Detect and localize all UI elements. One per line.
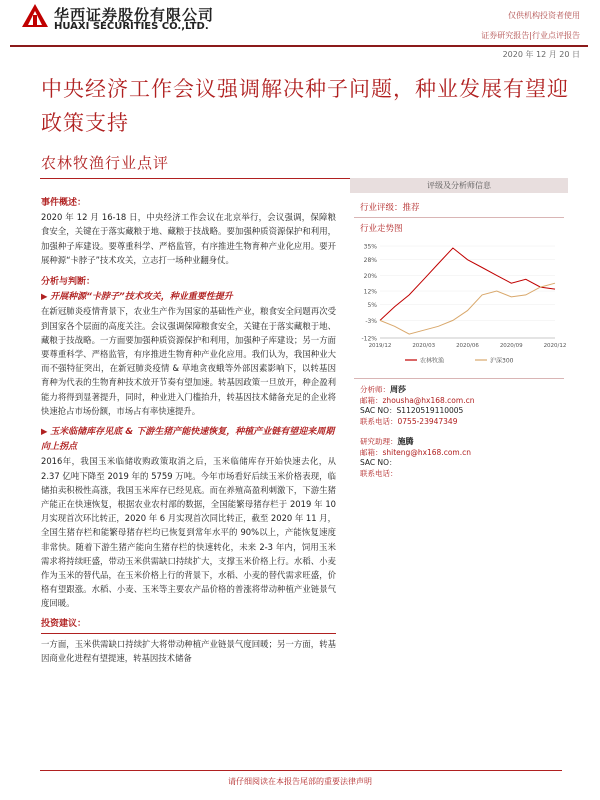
report-date: 2020 年 12 月 20 日 bbox=[502, 50, 580, 59]
analyst-1-phone: 联系电话：0755-23947349 bbox=[360, 416, 458, 426]
analyst-2 bbox=[350, 427, 568, 479]
analysis-heading: 分析与判断： bbox=[41, 277, 96, 288]
analyst-1-sac: SAC NO：S1120519110005 bbox=[360, 406, 464, 415]
y-tick-label: -12% bbox=[361, 335, 377, 343]
invest-paragraph: 一方面，玉米供需缺口持续扩大将带动种植产业链景气度回暖；另一方面，转基因商业化进程有望提速，转基因技术储备 bbox=[41, 638, 336, 664]
y-tick-label: 35% bbox=[363, 243, 377, 251]
x-tick-label: 2020/09 bbox=[499, 343, 523, 349]
legal-notice: 请仔细阅读在本报告尾部的重要法律声明 bbox=[228, 777, 372, 786]
bullet-1-text: 开展种源“卡脖子”技术攻关，种业重要性提升 bbox=[50, 292, 233, 303]
industry-trend-chart bbox=[350, 238, 568, 368]
rating-value: 推荐 bbox=[402, 203, 420, 213]
y-tick-label: 20% bbox=[363, 272, 377, 280]
legend-label-1: 农林牧渔 bbox=[420, 357, 445, 365]
analyst-2-phone: 联系电话： bbox=[360, 468, 398, 478]
sidebar bbox=[350, 178, 568, 479]
invest-divider bbox=[41, 633, 336, 634]
event-heading: 事件概述： bbox=[41, 198, 87, 208]
huaxi-logo-icon bbox=[20, 3, 50, 29]
report-subtitle: 农林牧渔行业点评 bbox=[41, 154, 170, 172]
bullet-1: ▶ 开展种源“卡脖子”技术攻关，种业重要性提升 bbox=[41, 291, 233, 303]
x-tick-label: 2020/06 bbox=[456, 343, 479, 349]
analyst-2-email[interactable]: 邮箱：shiteng@hx168.com.cn bbox=[360, 447, 471, 457]
rating-row bbox=[350, 193, 568, 217]
x-tick-label: 2020/12 bbox=[543, 343, 567, 349]
subtitle-divider bbox=[40, 178, 360, 179]
x-tick-label: 2020/03 bbox=[412, 343, 436, 349]
analyst-1-name: 周莎 bbox=[390, 385, 406, 394]
rating-label: 行业评级： bbox=[360, 203, 403, 213]
analyst-1 bbox=[350, 379, 568, 427]
brand-name-cn: 华西证券股份有限公司 bbox=[54, 6, 215, 24]
y-tick-label: 28% bbox=[363, 257, 377, 265]
report-type: 证券研究报告|行业点评报告 bbox=[481, 31, 580, 40]
footer-divider bbox=[40, 770, 562, 771]
brand-name-en: HUAXI SECURITIES CO.,LTD. bbox=[54, 21, 209, 32]
analysis-paragraph-2: 2016年，我国玉米临储收购政策取消之后，玉米临储库存开始快速去化，从 2.37 亿吨下降至 2019 年的 5759 万吨。今年市场看好后续玉米价格表现，临储拍卖积极性高涨，我国玉米库存已经见底。而在养殖高盈利刺激下，下游生猪产能正在快速恢复，根据农业农村部的数据，全国能繁母猪存栏于 2019 年 10 月实现首次环比转正，2020 年 6 月实现首次同比转正，截至 2020 年 11 月，全国生猪存栏和能繁母猪存栏均已恢复到常年水平的 90%以上，产能恢复速度非常快。随着下游生猪产能向生猪存栏的快速转化，未来 2-3 年内，饲用玉米需求将持续旺盛，带动玉米供需缺口持续扩大，支撑玉米价格上行。水稻、小麦作为玉米的替代品，在玉米价格上行的背景下，水稻、小麦的替代需求旺盛，价格有望跟涨。水稻、小麦、玉米等主要农产品价格的普涨将带动种植产业链景气度回暖。 bbox=[41, 456, 336, 609]
bullet-2-text: 玉米临储库存见底 & 下游生猪产能快速恢复，种植产业链有望迎来周期向上拐点 bbox=[41, 427, 335, 453]
analyst-1-email[interactable]: 邮箱：zhousha@hx168.com.cn bbox=[360, 395, 475, 405]
x-tick-label: 2019/12 bbox=[368, 343, 392, 349]
analyst-1-label: 分析师： bbox=[360, 385, 390, 394]
bullet-2: ▶ 玉米临储库存见底 & 下游生猪产能快速恢复，种植产业链有望迎来周期向上拐点 bbox=[41, 426, 335, 453]
invest-heading: 投资建议： bbox=[41, 618, 87, 629]
y-tick-label: 12% bbox=[363, 288, 377, 296]
analyst-2-name: 施腾 bbox=[397, 437, 414, 446]
header-divider bbox=[10, 45, 588, 47]
main-content bbox=[41, 190, 336, 665]
event-paragraph: 2020 年 12 月 16-18 日，中央经济工作会议在北京举行，会议强调，保障粮食安全，关键在于落实藏粮于地、藏粮于技战略。要加强种质资源保护和利用，加强种子库建设。要尊重科学、严格监管，有序推进生物育种产业化应用。要开展种源“卡脖子”技术攻关，立志打一场种业翻身仗。 bbox=[41, 212, 336, 265]
trend-label: 行业走势图 bbox=[360, 224, 403, 234]
analyst-2-sac: SAC NO： bbox=[360, 458, 397, 467]
y-tick-label: -3% bbox=[365, 317, 377, 325]
audience-note: 仅供机构投资者使用 bbox=[508, 11, 580, 20]
analysis-paragraph-1: 在新冠肺炎疫情背景下，农业生产作为国家的基础性产业，粮食安全问题再次受到国家各个层面的高度关注。会议强调保障粮食安全，关键在于落实藏粮于地、藏粮于技战略。一方面要加强种质资源保护和利用，加强种子库建设；另一方面要尊重科学、严格监管，有序推进生物育种产业化应用。我们认为，我国种业大而不强特征突出，在新冠肺炎疫情 & 草地贪夜蛾等外部因素影响下，以转基因育种为代表的生物育种技术放开节奏有望加速。转基因政策一旦放开，种企盈利能力将得到显著提升，同时，种业进入门槛抬升，转基因技术储备充足的企业将快速抢占市场份额，市场占有率快速提升。 bbox=[41, 306, 336, 416]
analyst-2-label: 研究助理： bbox=[360, 437, 398, 446]
y-tick-label: 5% bbox=[367, 302, 377, 310]
legend-label-2: 沪深300 bbox=[490, 357, 514, 365]
report-title: 中央经济工作会议强调解决种子问题，种业发展有望迎政策支持 bbox=[41, 77, 569, 135]
series-line-1 bbox=[380, 248, 555, 320]
sidebar-header: 评级及分析师信息 bbox=[350, 178, 568, 193]
